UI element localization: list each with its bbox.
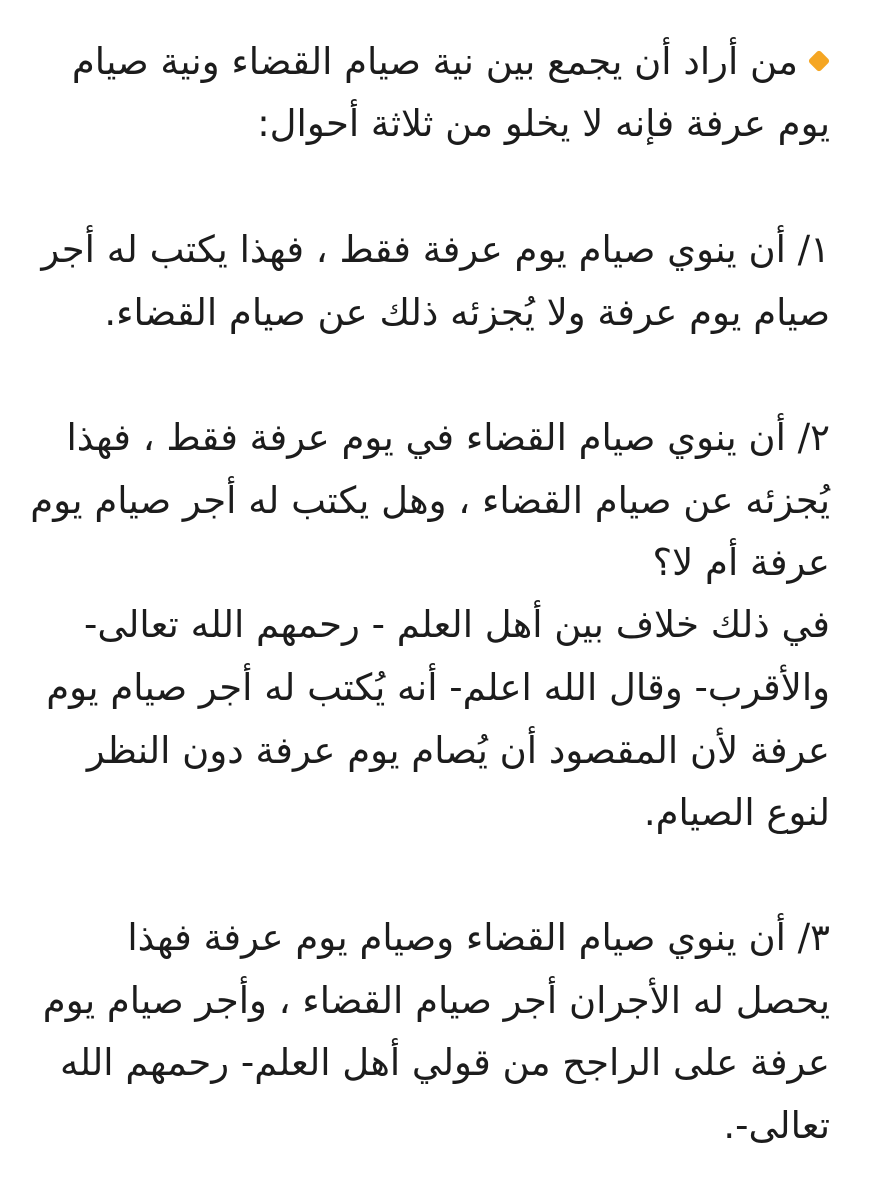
case3-line-3: عرفة على الراجح من قولي أهل العلم- رحمهم الله: [59, 1041, 830, 1084]
case2-line-5: والأقرب- وقال الله اعلم- أنه يُكتب له أجر صيام يوم: [46, 666, 830, 709]
case3-line-4: تعالى-.: [723, 1104, 830, 1147]
intro-line-1-text: من أراد أن يجمع بين نية صيام القضاء ونية صيام: [71, 40, 798, 83]
case2-line-1: ٢/ أن ينوي صيام القضاء في يوم عرفة فقط ، فهذا: [66, 416, 830, 459]
case3-line-1: ٣/ أن ينوي صيام القضاء وصيام يوم عرفة فهذا: [127, 916, 830, 959]
case2-line-2: يُجزئه عن صيام القضاء ، وهل يكتب له أجر صيام يوم: [30, 479, 830, 522]
case3-line-2: يحصل له الأجران أجر صيام القضاء ، وأجر صيام يوم: [42, 979, 830, 1022]
intro-line-2: يوم عرفة فإنه لا يخلو من ثلاثة أحوال:: [257, 102, 830, 145]
case2-line-3: عرفة أم لا؟: [652, 541, 830, 584]
case2-line-7: لنوع الصيام.: [643, 791, 830, 834]
case1-line-1: ١/ أن ينوي صيام يوم عرفة فقط ، فهذا يكتب له أجر: [41, 228, 830, 271]
case1-line-2: صيام يوم عرفة ولا يُجزئه ذلك عن صيام القضاء.: [104, 291, 830, 334]
case2-line-6: عرفة لأن المقصود أن يُصام يوم عرفة دون النظر: [86, 729, 830, 772]
case2-line-4: في ذلك خلاف بين أهل العلم - رحمهم الله تعالى-: [83, 603, 830, 646]
orange-diamond-icon: [808, 50, 830, 72]
intro-line-1: [72, 30, 830, 94]
